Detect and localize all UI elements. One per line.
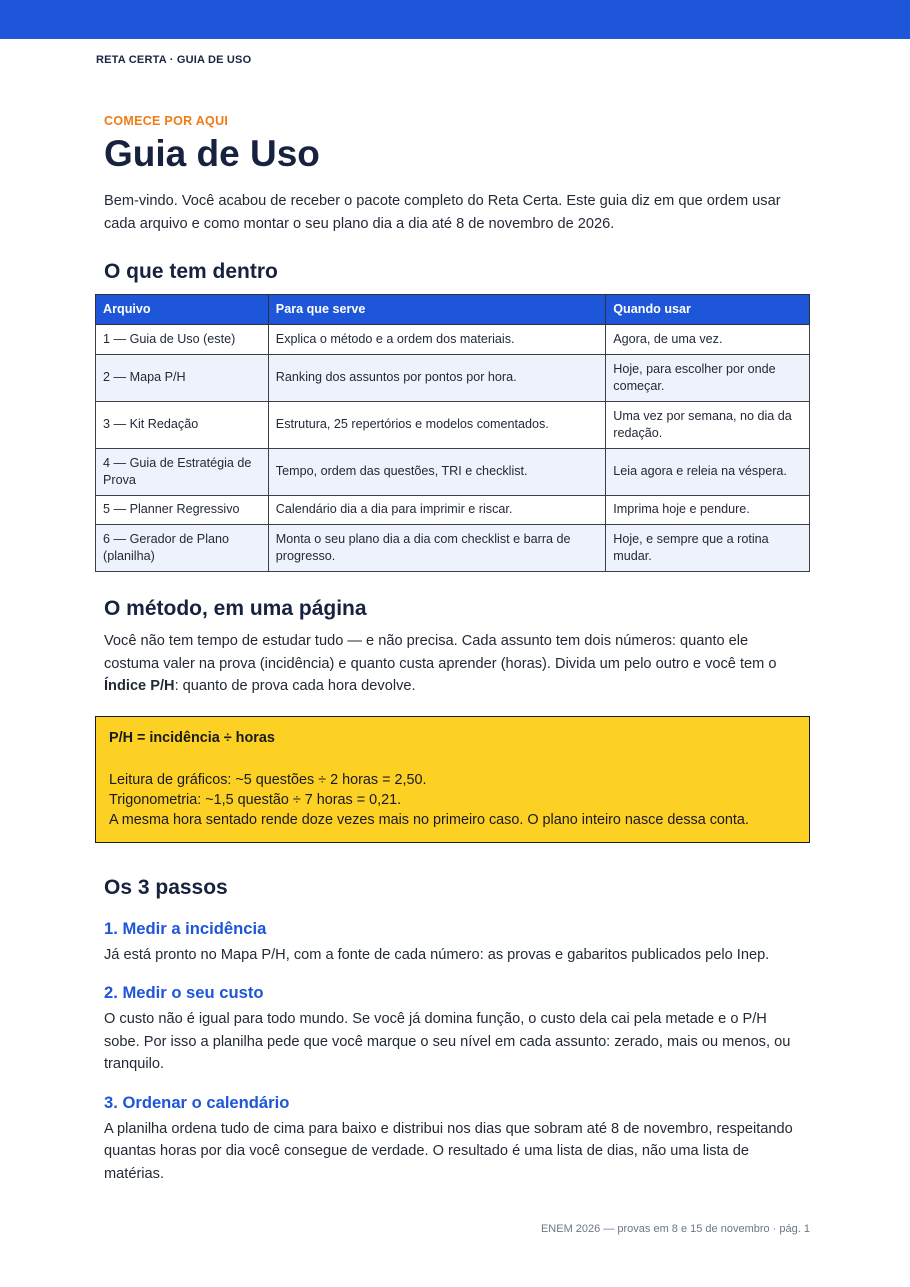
formula-title: P/H = incidência ÷ horas <box>109 729 275 746</box>
step-title: 3. Ordenar o calendário <box>104 1092 290 1112</box>
step-title: 1. Medir a incidência <box>104 918 267 938</box>
table-cell: 1 — Guia de Uso (este) <box>96 325 269 355</box>
table-cell: 6 — Gerador de Plano (planilha) <box>96 525 269 572</box>
page-content <box>104 114 810 1185</box>
step-block <box>104 1093 810 1186</box>
page-footer: ENEM 2026 — provas em 8 e 15 de novembro · pág. 1 <box>540 1223 810 1235</box>
intro-paragraph: Bem-vindo. Você acabou de receber o pacote completo do Reta Certa. Este guia diz em que ordem usar cada arquivo e como montar o seu plano dia a dia até 8 de novembro de 2026. <box>104 193 781 232</box>
table-row <box>96 448 810 495</box>
step-text: Já está pronto no Mapa P/H, com a fonte de cada número: as provas e gabaritos publicados pelo Inep. <box>104 946 770 963</box>
table-cell: 4 — Guia de Estratégia de Prova <box>96 448 269 495</box>
step-text: O custo não é igual para todo mundo. Se você já domina função, o custo dela cai pela metade e o P/H sobe. Por isso a planilha pede que você marque o seu nível em cada assunto: zerado, mais ou menos, ou tranquilo. <box>104 1011 791 1072</box>
table-row <box>96 401 810 448</box>
files-table <box>95 294 810 572</box>
method-term-bold: Índice P/H <box>104 678 175 694</box>
table-row <box>96 354 810 401</box>
step-text: A planilha ordena tudo de cima para baixo e distribui nos dias que sobram até 8 de novembro, respeitando quantas horas por dia você consegue de verdade. O resultado é uma lista de dias, não uma lista de matérias. <box>104 1120 793 1182</box>
formula-example-line: Leitura de gráficos: ~5 questões ÷ 2 horas = 2,50. <box>109 771 427 788</box>
method-paragraph <box>104 630 804 698</box>
step-block <box>104 983 810 1076</box>
step-title: 2. Medir o seu custo <box>104 983 264 1002</box>
table-cell: Monta o seu plano dia a dia com checklist e barra de progresso. <box>268 525 605 572</box>
table-row <box>96 525 810 572</box>
table-cell: 3 — Kit Redação <box>96 401 269 448</box>
table-row <box>96 325 810 355</box>
table-cell: 5 — Planner Regressivo <box>96 495 269 525</box>
table-cell: 2 — Mapa P/H <box>96 354 269 401</box>
table-cell: Agora, de uma vez. <box>606 325 810 355</box>
page-title: Guia de Uso <box>104 133 320 174</box>
step-block <box>104 919 810 967</box>
formula-callout <box>95 716 810 843</box>
running-header: RETA CERTA · GUIA DE USO <box>96 54 252 66</box>
column-header-purpose: Para que serve <box>268 295 605 325</box>
table-cell: Imprima hoje e pendure. <box>606 495 810 525</box>
formula-example-line: Trigonometria: ~1,5 questão ÷ 7 horas = 0,21. <box>109 791 402 808</box>
table-cell: Explica o método e a ordem dos materiais. <box>268 325 605 355</box>
table-cell: Leia agora e releia na véspera. <box>606 448 810 495</box>
table-cell: Uma vez por semana, no dia da redação. <box>606 401 810 448</box>
table-cell: Calendário dia a dia para imprimir e riscar. <box>268 495 605 525</box>
column-header-file: Arquivo <box>96 295 269 325</box>
column-header-when: Quando usar <box>606 295 810 325</box>
table-cell: Estrutura, 25 repertórios e modelos comentados. <box>268 401 605 448</box>
section-heading-method: O método, em uma página <box>104 597 367 620</box>
top-color-band <box>0 0 910 39</box>
method-text-end: : quanto de prova cada hora devolve. <box>174 678 416 694</box>
table-row <box>96 495 810 525</box>
section-heading-contents: O que tem dentro <box>104 260 278 283</box>
table-cell: Ranking dos assuntos por pontos por hora. <box>268 354 605 401</box>
eyebrow-label: COMECE POR AQUI <box>104 114 229 128</box>
section-heading-steps: Os 3 passos <box>104 875 228 899</box>
table-header-row <box>96 295 810 325</box>
table-cell: Hoje, para escolher por onde começar. <box>606 354 810 401</box>
table-cell: Hoje, e sempre que a rotina mudar. <box>606 525 810 572</box>
method-text-start: Você não tem tempo de estudar tudo — e não precisa. Cada assunto tem dois números: quanto ele costuma valer na prova (incidência) e quanto custa aprender (horas). Divida um pelo outro e você tem o <box>104 633 777 672</box>
formula-conclusion-line: A mesma hora sentado rende doze vezes mais no primeiro caso. O plano inteiro nasce dessa conta. <box>109 811 749 828</box>
table-cell: Tempo, ordem das questões, TRI e checklist. <box>268 448 605 495</box>
